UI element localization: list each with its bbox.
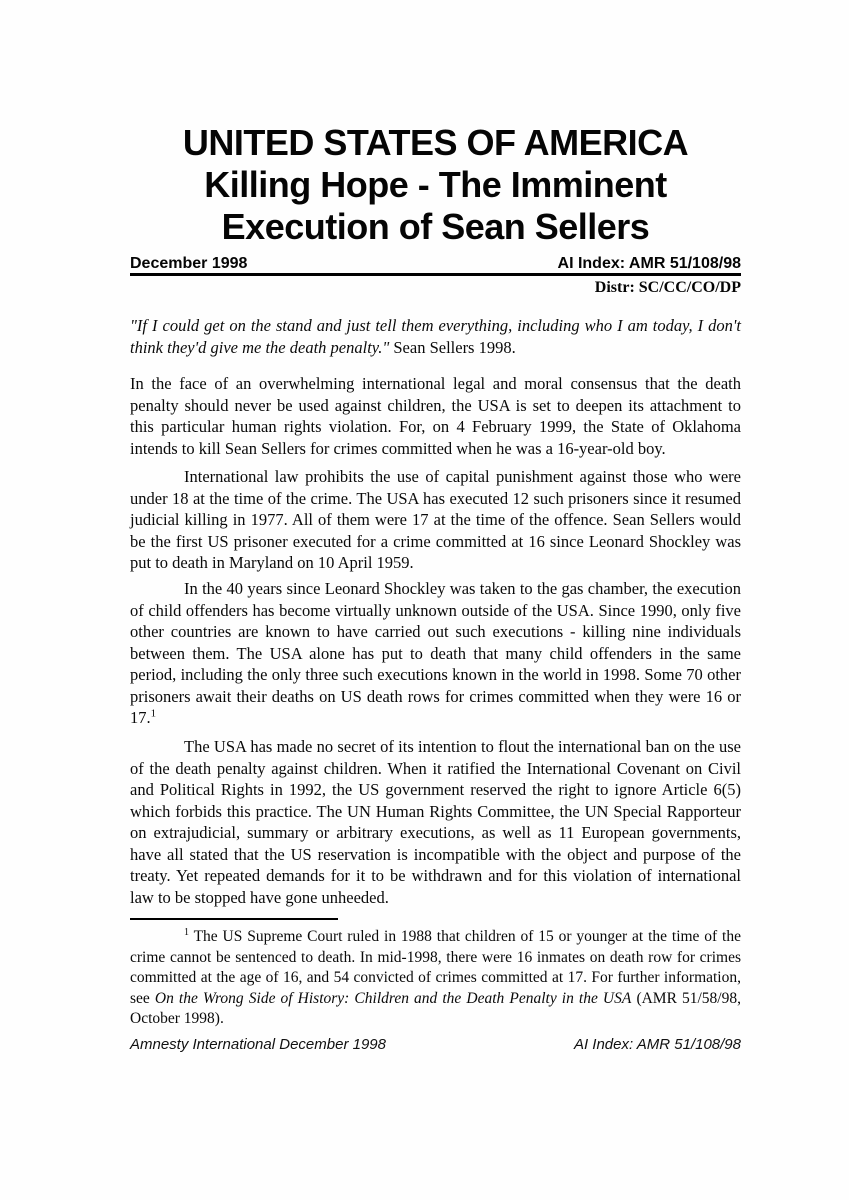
title-line-2: Killing Hope - The Imminent [204, 164, 667, 205]
pull-quote [130, 315, 741, 358]
footnote-separator [130, 918, 338, 920]
footnote-book-title: On the Wrong Side of History: Children and the Death Penalty in the USA [154, 989, 632, 1007]
header-meta-row [130, 254, 741, 273]
body-paragraph: In the face of an overwhelming international legal and moral consensus that the death penalty should never be used against children, the USA is set to deepen its attachment to this particular human rights violation. For, on 4 February 1999, the State of Oklahoma intends to kill Sean Sellers for crimes committed when he was a 16-year-old boy. [130, 374, 741, 458]
footnote-text: The US Supreme Court ruled in 1988 that children of 15 or younger at the time of the crime cannot be sentenced to death. In mid-1998, there were 16 inmates on death row for crimes committed at the age of 16, and 54 convicted of crimes committed at 17. For further information, see [130, 928, 741, 1007]
footer-left: Amnesty International December 1998 [130, 1036, 386, 1053]
title-line-3: Execution of Sean Sellers [221, 206, 650, 247]
quote-attribution: Sean Sellers 1998. [389, 337, 516, 357]
body-paragraph: The USA has made no secret of its intention to flout the international ban on the use of the death penalty against children. When it ratified the International Covenant on Civil and Political Rights in 1992, the US government reserved the right to ignore Article 6(5) which forbids this practice. The UN Human Rights Committee, the UN Special Rapporteur on extrajudicial, summary or arbitrary executions, as well as 11 European governments, have all stated that the US reservation is incompatible with the object and purpose of the treaty. Yet repeated demands for it to be withdrawn and for this violation of international law to be stopped have gone unheeded. [130, 737, 741, 907]
footnote-ref: 1 [150, 707, 157, 720]
body-paragraph: International law prohibits the use of capital punishment against those who were under 18 at the time of the crime. The USA has executed 12 such prisoners since it resumed judicial killing in 1977. All of them were 17 at the time of the offence. Sean Sellers would be the first US prisoner executed for a crime committed at 16 since Leonard Shockley was put to death in Maryland on 10 April 1959. [130, 467, 741, 572]
footnote-marker: 1 [184, 926, 189, 938]
title-line-1: UNITED STATES OF AMERICA [182, 122, 689, 163]
paragraph-text: In the 40 years since Leonard Shockley was taken to the gas chamber, the execution of child offenders has become virtually unknown outside of the USA. Since 1990, only five other countries are known to have carried out such executions - killing nine individuals between them. The USA alone has put to death that many child offenders in the same period, including the only three such executions known in the world in 1998. Some 70 other prisoners await their deaths on US death rows for crimes committed when they were 16 or 17. [130, 579, 741, 727]
page-footer [130, 1036, 741, 1054]
date-label: December 1998 [130, 255, 248, 272]
distr-label: Distr: SC/CC/CO/DP [594, 279, 741, 296]
header-rule [130, 273, 741, 276]
footnote-text-after: (AMR 51/58/98, October 1998). [130, 989, 741, 1027]
quote-text: "If I could get on the stand and just tell them everything, including who I am today, I don't think they'd give me the death penalty." [130, 316, 741, 357]
ai-index-label: AI Index: AMR 51/108/98 [557, 255, 741, 272]
footer-right: AI Index: AMR 51/108/98 [573, 1036, 741, 1053]
page-title [130, 122, 741, 248]
footnote [130, 927, 741, 1030]
body-paragraph [130, 578, 741, 729]
